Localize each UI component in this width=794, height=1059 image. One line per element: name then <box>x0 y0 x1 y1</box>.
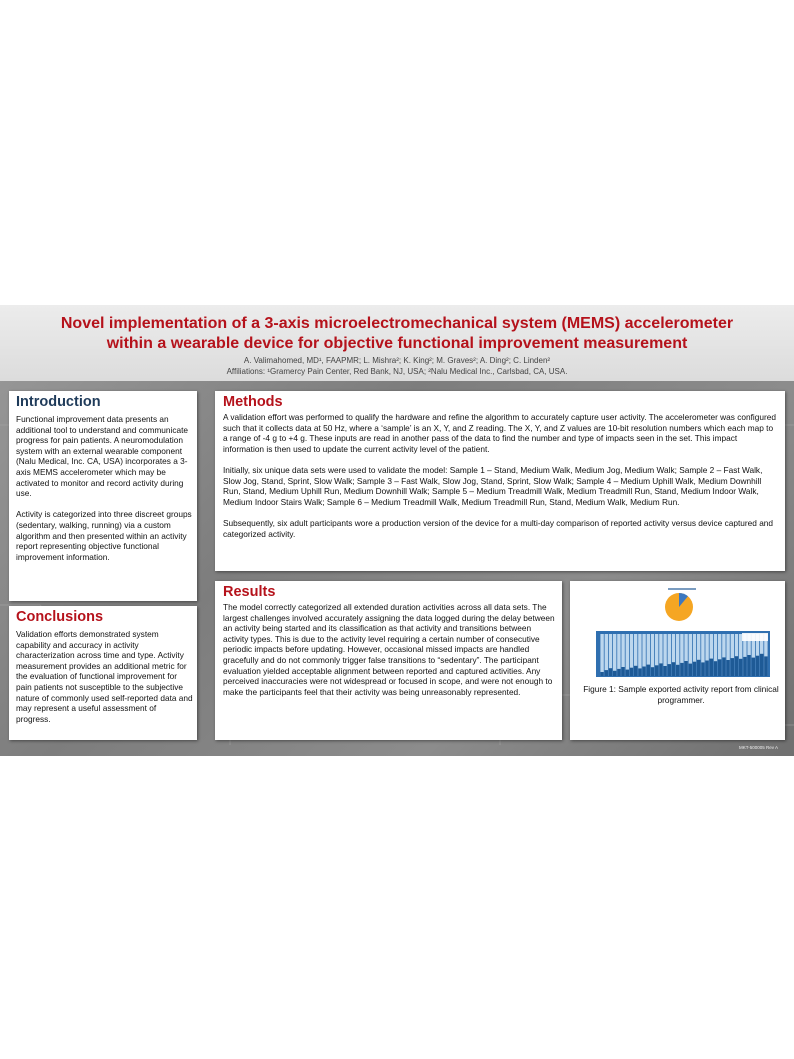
bar-activity <box>752 658 755 676</box>
bar-activity <box>747 655 750 676</box>
bar-activity <box>710 659 713 676</box>
bar-activity <box>676 665 679 676</box>
title-line-2: within a wearable device for objective functional improvement measurement <box>106 335 688 352</box>
bar-activity <box>634 666 637 676</box>
bar-activity <box>605 670 608 676</box>
results-heading: Results <box>223 584 276 600</box>
bar-activity <box>617 669 620 676</box>
bar-activity <box>718 659 721 676</box>
introduction-paragraph-1: Functional improvement data presents an additional tool to understand and communicate progress for pain patients. A neuromodulation system with an external wearable component (Nalu Medical, Inc. CA, USA) incorporates a 3-axis MEMS accelerometer which may be activated to monitor and record activity during use. <box>16 414 189 499</box>
bar-activity <box>756 656 759 676</box>
poster-header <box>0 305 794 381</box>
bar-activity <box>764 656 767 676</box>
conclusions-heading: Conclusions <box>16 609 104 625</box>
bar-background <box>600 634 603 676</box>
bar-activity <box>684 661 687 676</box>
introduction-heading: Introduction <box>16 394 101 410</box>
bar-activity <box>651 667 654 676</box>
methods-paragraph-2: Initially, six unique data sets were used to validate the model: Sample 1 – Stand, Medium Walk, Medium Jog, Medium Walk; Sample 2 – Fast Walk, Slow Jog, Stand, Sprint, Slow Walk; Sample 3 – Fast Walk, Slow Jog, Stand, Sprint, Slow Walk; Sample 4 – Medium Uphill Walk, Medium Downhill Run, Stand, Medium Uphill Run, Medium Downhill Walk; Sample 5 – Medium Treadmill Walk, Medium Treadmill Run, Stand, Medium Indoor Walk, Medium Indoor Stairs Walk; Sample 6 – Medium Treadmill Walk, Medium Treadmill Run, Stand, Medium Walk, Medium Run. <box>223 464 763 507</box>
bar-activity <box>726 660 729 676</box>
bar-activity <box>701 662 704 676</box>
bar-activity <box>638 668 641 676</box>
bar-activity <box>714 661 717 676</box>
poster <box>0 305 794 756</box>
bar-legend-box <box>742 633 768 641</box>
bar-activity <box>672 662 675 676</box>
conclusions-panel <box>9 606 197 740</box>
authors: A. Valimahomed, MD¹, FAAPMR; L. Mishra²; K. King²; M. Graves²; A. Ding²; C. Linden² <box>243 356 551 365</box>
bar-activity <box>655 665 658 676</box>
methods-panel <box>215 391 785 571</box>
bar-activity <box>731 658 734 676</box>
bar-activity <box>647 665 650 676</box>
figure-title-mark <box>668 588 696 590</box>
methods-paragraph-1: A validation effort was performed to qualify the hardware and refine the algorithm to accurately capture user activity. The accelerometer was configured such that it collects data at 50 Hz, where a ‘sample’ is an X, Y, and Z reading. The X, Y, and Z values are 10-bit resolution numbers which each map to a range of -4 g to +4 g. These inputs are read in another pass of the data to find the number and type of impacts seen in the set. This impact information is then used to update the current activity level of the patient. <box>223 412 776 454</box>
conclusions-paragraph: Validation efforts demonstrated system capability and accuracy in activity characterization across time and type. Activity measurement provides an additional metric for the evaluation of functional improvement for pain patients not susceptible to the subjective nature of commonly used self-reported data and may represent a useful assessment of progress. <box>16 629 193 724</box>
bar-activity <box>693 662 696 676</box>
bar-activity <box>609 668 612 676</box>
figure-panel <box>570 581 785 740</box>
figure-caption: Figure 1: Sample exported activity report from clinical programmer. <box>583 684 779 705</box>
bar-activity <box>613 671 616 676</box>
bar-activity <box>659 663 662 676</box>
bar-activity <box>689 664 692 676</box>
affiliations: Affiliations: ¹Gramercy Pain Center, Red Bank, NJ, USA; ²Nalu Medical Inc., Carlsbad, CA, USA. <box>226 367 568 376</box>
bar-activity <box>668 664 671 676</box>
introduction-paragraph-2: Activity is categorized into three discreet groups (sedentary, walking, running) via a custom algorithm and then presented within an activity report representing objective functional improvement information. <box>16 509 192 562</box>
bar-background <box>605 634 608 676</box>
bar-activity <box>705 661 708 677</box>
document-code: MKT-500005 Rev A <box>738 745 778 750</box>
introduction-panel <box>9 391 197 601</box>
bar-activity <box>626 670 629 676</box>
bar-background <box>613 634 616 676</box>
activity-report-figure <box>592 587 772 679</box>
bar-activity <box>642 667 645 677</box>
bar-activity <box>697 660 700 676</box>
bar-activity <box>743 657 746 676</box>
bar-activity <box>630 668 633 676</box>
results-panel <box>215 581 562 740</box>
bar-activity <box>663 666 666 676</box>
activity-pie-chart <box>665 593 693 621</box>
bar-activity <box>722 657 725 676</box>
results-paragraph: The model correctly categorized all extended duration activities across all data sets. The largest challenges involved accurately assigning the data logged during the delay between an activity being started and its classification as that activity and transitions between activity types. This is due to the activity level requiring a certain number of consecutive periodic impacts before updating. However, occasional missed impacts are handled gracefully and do not commonly trigger false transitions to “sedentary”. The participant evaluation yielded acceptable alignment between reported and captured activities. Any perceived inaccuracies were not widespread or focused in scope, and were not enough to make the participants feel that their activity was being unreasonably represented. <box>223 602 555 697</box>
bar-activity <box>621 667 624 676</box>
methods-paragraph-3: Subsequently, six adult participants wore a production version of the device for a multi-day comparison of reported activity versus device captured and categorized activity. <box>223 517 774 539</box>
title-line-1: Novel implementation of a 3-axis microelectromechanical system (MEMS) accelerometer <box>60 315 734 332</box>
bar-activity <box>735 656 738 676</box>
bar-activity <box>739 659 742 676</box>
bar-activity <box>680 663 683 676</box>
methods-heading: Methods <box>223 394 283 410</box>
bar-activity <box>760 654 763 676</box>
bar-activity <box>600 672 603 676</box>
